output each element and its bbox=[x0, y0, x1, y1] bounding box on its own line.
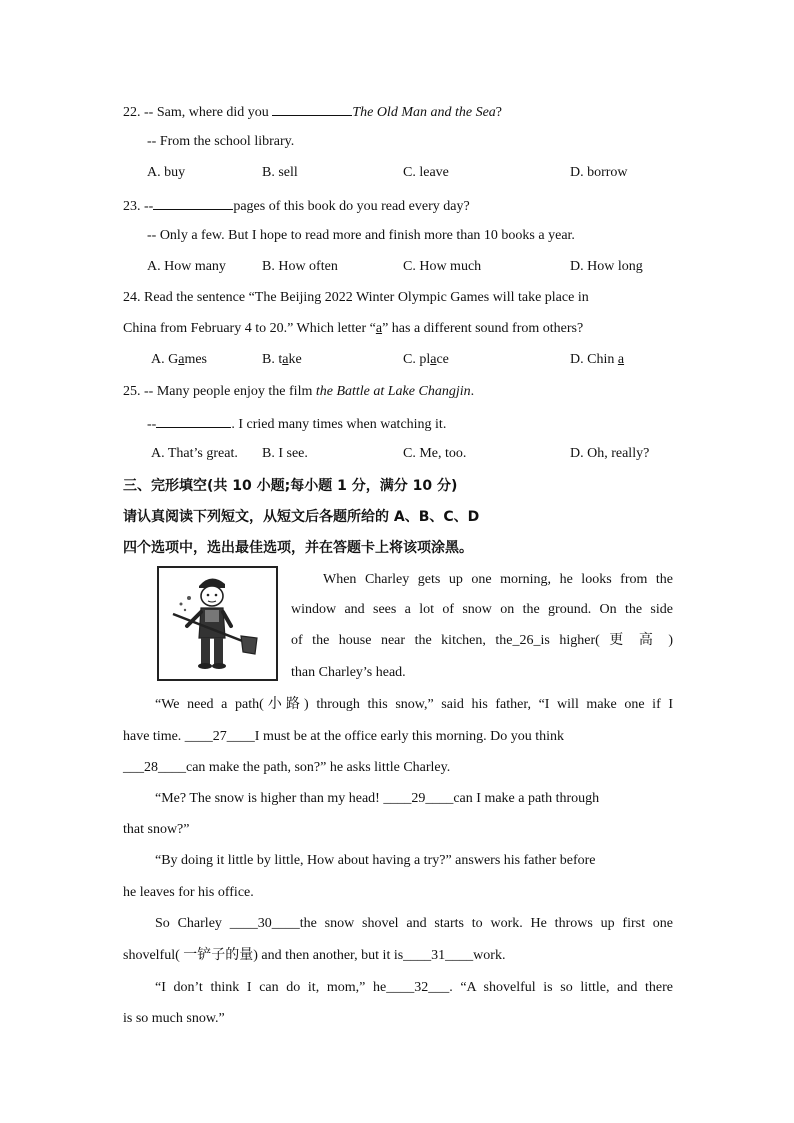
q23-answer-blank[interactable] bbox=[153, 196, 233, 210]
passage-p4-line2: he leaves for his office. bbox=[123, 885, 254, 900]
section3-instruction-2: 四个选项中，选出最佳选项，并在答题卡上将该项涂黑。 bbox=[123, 540, 473, 556]
q22-book-title: The Old Man and the Sea bbox=[352, 105, 496, 120]
q25-line1: 25. -- Many people enjoy the film the Battle at Lake Changjin. bbox=[123, 384, 475, 399]
q22-line2: -- From the school library. bbox=[147, 134, 295, 149]
boy-with-shovel-illustration bbox=[157, 566, 278, 681]
q23-option-c: C. How much bbox=[403, 259, 482, 274]
section3-instruction-1: 请认真阅读下列短文，从短文后各题所给的 A、B、C、D bbox=[123, 509, 480, 525]
q23-line1: 23. -- pages of this book do you read every day? bbox=[123, 196, 470, 216]
q23-option-b: B. How often bbox=[262, 259, 338, 274]
q22-option-d: D. borrow bbox=[570, 165, 628, 180]
passage-p4-line1: “By doing it little by little, How about having a try?” answers his father before bbox=[155, 853, 596, 868]
q25-option-d: D. Oh, really? bbox=[570, 446, 650, 461]
q24-line1: 24. Read the sentence “The Beijing 2022 Winter Olympic Games will take place in bbox=[123, 290, 589, 305]
q23-option-a: A. How many bbox=[147, 259, 226, 274]
q25-answer-blank[interactable] bbox=[156, 414, 231, 428]
passage-p1-line4: than Charley’s head. bbox=[291, 665, 406, 680]
q25-option-c: C. Me, too. bbox=[403, 446, 467, 461]
q25-option-b: B. I see. bbox=[262, 446, 308, 461]
q25-film-title: the Battle at Lake Changjin bbox=[315, 384, 471, 399]
q24-underlined-letter: a bbox=[375, 321, 383, 336]
q24-option-a: A. Games bbox=[151, 352, 208, 367]
passage-p3-line1: “Me? The snow is higher than my head! ____29____can I make a path through bbox=[155, 791, 600, 806]
passage-p1-line3: of the house near the kitchen, the_26_is higher( 更 高 ) bbox=[291, 633, 673, 648]
passage-p6-line1: “I don’t think I can do it, mom,” he____32___. “A shovelful is so little, and there bbox=[155, 980, 673, 995]
q24-option-b: B. take bbox=[262, 352, 302, 367]
q24-option-d: D. Chin a bbox=[570, 352, 625, 367]
passage-p1-line1: When Charley gets up one morning, he looks from the bbox=[323, 572, 673, 587]
passage-p2-line3: ___28____can make the path, son?” he asks little Charley. bbox=[123, 760, 451, 775]
q22-option-a: A. buy bbox=[147, 165, 186, 180]
section3-title: 三、完形填空(共 10 小题;每小题 1 分，满分 10 分) bbox=[123, 478, 458, 494]
q22-line1: 22. -- Sam, where did you The Old Man and the Sea? bbox=[123, 102, 502, 122]
q23-option-d: D. How long bbox=[570, 259, 643, 274]
q22-option-c: C. leave bbox=[403, 165, 449, 180]
q22-answer-blank[interactable] bbox=[272, 102, 352, 116]
passage-p5-line2: shovelful( 一铲子的量) and then another, but it is____31____work. bbox=[123, 948, 506, 963]
q23-line2: -- Only a few. But I hope to read more and finish more than 10 books a year. bbox=[147, 228, 575, 243]
passage-p3-line2: that snow?” bbox=[123, 822, 190, 837]
q24-line2: China from February 4 to 20.” Which letter “a” has a different sound from others? bbox=[123, 321, 584, 336]
q22-text: 22. -- Sam, where did you bbox=[123, 105, 273, 120]
passage-p1-line2: window and sees a lot of snow on the ground. On the side bbox=[291, 602, 673, 617]
q22-option-b: B. sell bbox=[262, 165, 298, 180]
passage-p6-line2: is so much snow.” bbox=[123, 1011, 225, 1026]
boy-shovel-drawing bbox=[159, 568, 276, 679]
q24-option-c: C. place bbox=[403, 352, 449, 367]
q25-line2: -- . I cried many times when watching it. bbox=[147, 414, 446, 434]
passage-p5-line1: So Charley ____30____the snow shovel and starts to work. He throws up first one bbox=[155, 916, 673, 931]
passage-p2-line1: “We need a path(小路) through this snow,” said his father, “I will make one if I bbox=[155, 697, 673, 712]
q25-option-a: A. That’s great. bbox=[151, 446, 238, 461]
passage-p2-line2: have time. ____27____I must be at the office early this morning. Do you think bbox=[123, 729, 565, 744]
